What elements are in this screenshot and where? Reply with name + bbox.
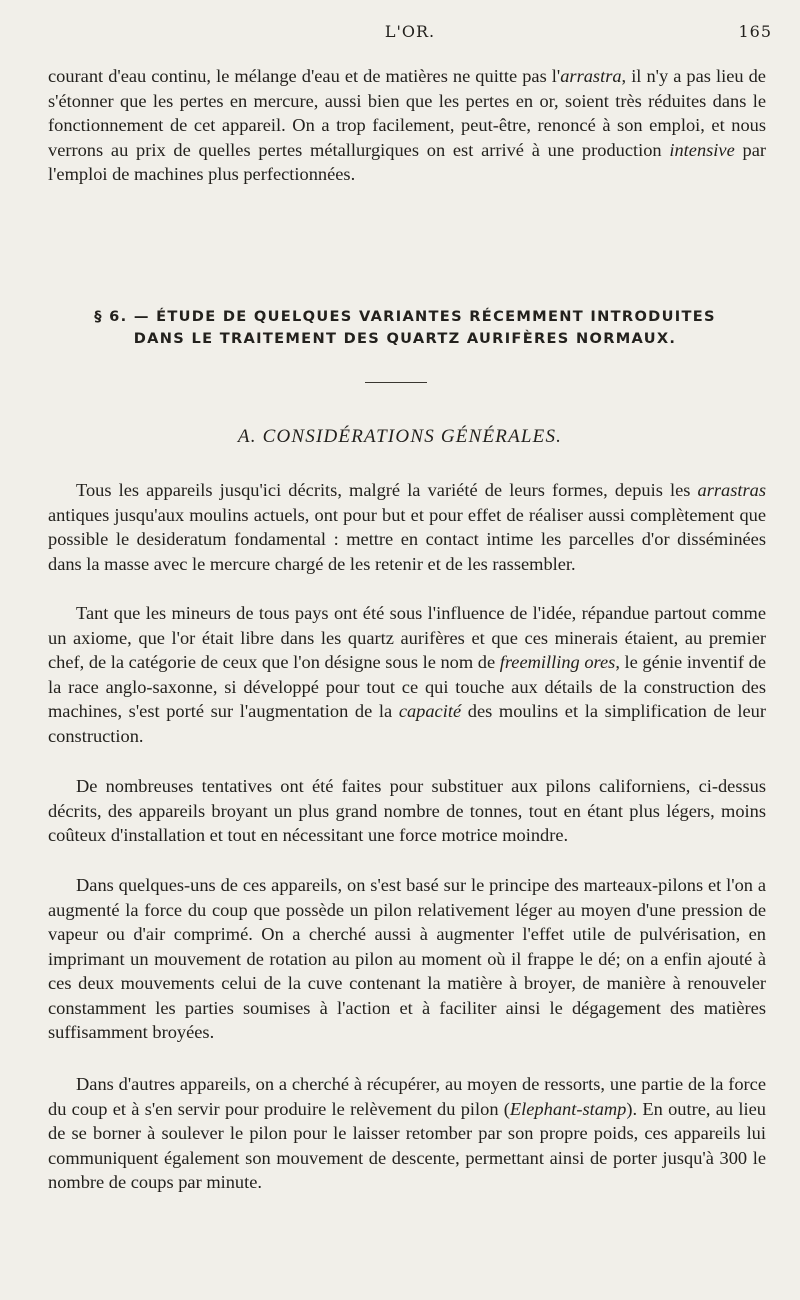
section-divider <box>365 382 427 383</box>
paragraph-2 <box>48 601 766 748</box>
text-run: Tous les appareils jusqu'ici décrits, malgré la variété de leurs formes, depuis les <box>76 480 698 500</box>
text-run: Tant que les mineurs de tous pays ont été sous l'influence de l'idée, répandue partout comme un axiome, que l'or était libre dans les quartz aurifères et que ces minerais étaient, au premier chef, de la catégorie de ceux que l'on désigne sous le nom de <box>48 603 766 672</box>
section-heading-line-2: DANS LE TRAITEMENT DES QUARTZ AURIFÈRES NORMAUX. <box>133 330 677 347</box>
paragraph-1 <box>48 478 766 576</box>
text-run: antiques jusqu'aux moulins actuels, ont pour but et pour effet de réaliser aussi complètement que possible le desideratum fondamental : mettre en contact intime les parcelles d'or disséminées dans la masse avec le mercure chargé de les retenir et de les rassembler. <box>48 504 766 574</box>
text-run: Dans d'autres appareils, on a cherché à récupérer, au moyen de ressorts, une partie de la force du coup et à s'en servir pour produire le relèvement du pilon ( <box>48 1074 766 1119</box>
running-title: L'OR. <box>384 22 436 41</box>
text-run: , il n'y a pas lieu de s'étonner que les pertes en mercure, aussi bien que les pertes en or, soient très réduites dans le fonctionnement de cet appareil. On a trop facilement, peut-être, renoncé à son emploi, et nous verrons au prix de quelles pertes métallurgiques on est arrivé à une production <box>48 66 766 160</box>
text-run: ). En outre, au lieu de se borner à soulever le pilon pour le laisser retomber par son propre poids, ces appareils lui communiquent également son mouvement de descente, permettant ainsi de porter jusqu'à 300 le nombre de coups par minute. <box>48 1098 766 1192</box>
italic-term-arrastras: arrastras <box>697 480 766 500</box>
text-run: , le génie inventif de la race anglo-saxonne, si développé pour tout ce qui touche aux détails de la construction des machines, s'est porté sur l'augmentation de la <box>48 652 766 721</box>
subsection-heading: A. CONSIDÉRATIONS GÉNÉRALES. <box>237 426 563 447</box>
paragraph-4: Dans quelques-uns de ces appareils, on s'est basé sur le principe des marteaux-pilons et l'on a augmenté la force du coup que possède un pilon relativement léger au moyen d'une pression de vapeur ou d'air comprimé. On a cherché aussi à augmenter l'effet utile de pulvérisation, en imprimant un mouvement de rotation au pilon au moment où il frappe le dé; on a enfin ajouté à ces deux mouvements celui de la cuve contenant la matière à broyer, de manière à renouveler constamment les parties soumises à l'action et à faciliter ainsi le dégagement des matières suffisamment broyées. <box>48 875 766 1042</box>
paragraph-3: De nombreuses tentatives ont été faites pour substituer aux pilons californiens, ci-dessus décrits, des appareils broyant un plus grand nombre de tonnes, tout en étant plus légers, moins coûteux d'installation et tout en nécessitant une force motrice moindre. <box>48 776 766 845</box>
italic-term-intensive: intensive <box>669 139 735 160</box>
section-heading-line-1: § 6. — ÉTUDE DE QUELQUES VARIANTES RÉCEMMENT INTRODUITES <box>94 308 716 325</box>
text-run: par l'emploi de machines plus perfectionnées. <box>48 139 766 184</box>
paragraph-continuation <box>48 64 766 187</box>
italic-term-capacite: capacité <box>398 701 462 721</box>
text-run: courant d'eau continu, le mélange d'eau et de matières ne quitte pas l' <box>48 66 561 86</box>
page-number: 165 <box>738 22 772 41</box>
italic-term-freemilling: freemilling ores <box>499 652 616 672</box>
running-header <box>48 22 772 46</box>
section-heading <box>60 306 750 350</box>
paragraph-5 <box>48 1072 766 1195</box>
italic-term-arrastra: arrastra <box>560 66 622 86</box>
text-run: des moulins et la simplification de leur construction. <box>48 701 766 746</box>
italic-term-elephant-stamp: Elephant-stamp <box>509 1098 627 1119</box>
